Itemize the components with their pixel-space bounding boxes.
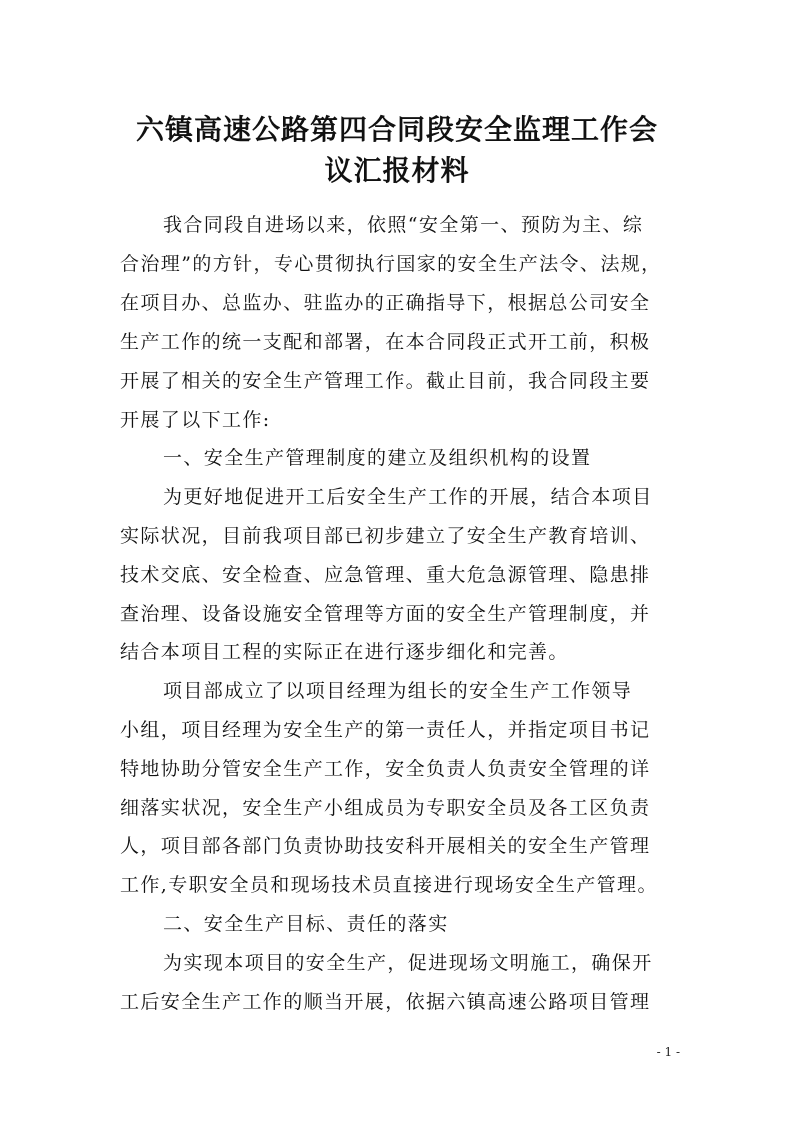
body-line: 我合同段自进场以来，依照“安全第一、预防为主、综 (163, 214, 644, 236)
body-line: 为实现本项目的安全生产，促进现场文明施工，确保开 (163, 952, 653, 974)
body-line: 为更好地促进开工后安全生产工作的开展，结合本项目 (163, 486, 653, 508)
document-title-line-2: 议汇报材料 (324, 154, 470, 187)
body-line: 项目部成立了以项目经理为组长的安全生产工作领导 (163, 680, 633, 702)
section-heading: 一、安全生产管理制度的建立及组织机构的设置 (163, 447, 592, 469)
body-line: 在项目办、总监办、驻监办的正确指导下，根据总公司安全 (120, 292, 651, 314)
body-line: 特地协助分管安全生产工作，安全负责人负责安全管理的详 (120, 758, 651, 780)
section-heading: 二、安全生产目标、责任的落实 (163, 913, 449, 935)
page-number: - 1 - (656, 1045, 680, 1059)
body-line: 工作,专职安全员和现场技术员直接进行现场安全生产管理。 (120, 874, 658, 896)
body-line: 查治理、设备设施安全管理等方面的安全生产管理制度，并 (120, 603, 651, 625)
body-line: 合治理”的方针，专心贯彻执行国家的安全生产法令、法规， (120, 253, 662, 275)
body-line: 开展了以下工作: (120, 409, 271, 431)
body-line: 结合本项目工程的实际正在进行逐步细化和完善。 (120, 641, 569, 663)
body-line: 人，项目部各部门负责协助技安科开展相关的安全生产管理 (120, 835, 651, 857)
body-line: 生产工作的统一支配和部署，在本合同段正式开工前，积极 (120, 331, 651, 353)
body-line: 技术交底、安全检查、应急管理、重大危急源管理、隐患排 (120, 564, 651, 586)
body-line: 细落实状况，安全生产小组成员为专职安全员及各工区负责 (120, 797, 651, 819)
body-line: 小组，项目经理为安全生产的第一责任人，并指定项目书记 (120, 719, 651, 741)
document-title-line-1: 六镇高速公路第四合同段安全监理工作会 (135, 113, 658, 146)
body-line: 工后安全生产工作的顺当开展，依据六镇高速公路项目管理 (120, 991, 651, 1013)
body-line: 开展了相关的安全生产管理工作。截止目前，我合同段主要 (120, 370, 651, 392)
body-line: 实际状况，目前我项目部已初步建立了安全生产教育培训、 (120, 525, 651, 547)
